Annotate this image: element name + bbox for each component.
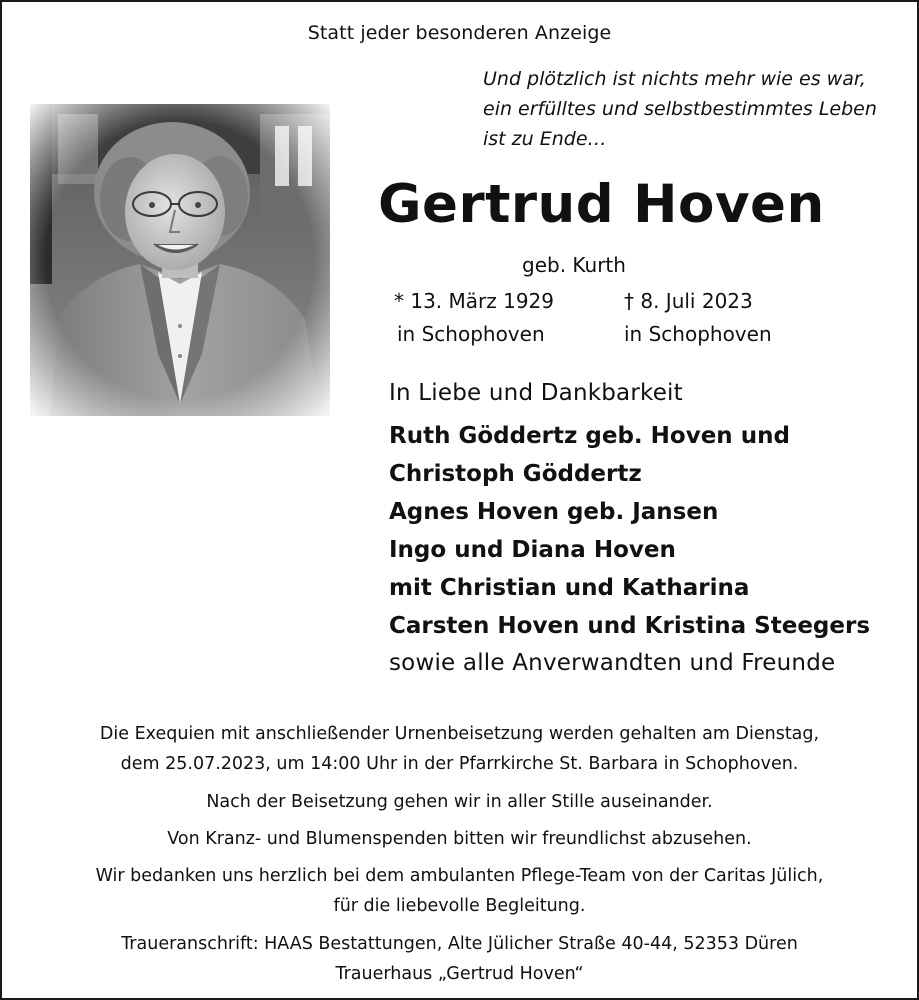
mourner-line: mit Christian und Katharina — [389, 575, 750, 601]
poem-line: ein erfülltes und selbstbestimmtes Leben — [483, 98, 877, 120]
portrait-image — [30, 104, 330, 416]
funeral-notice — [2, 719, 917, 779]
silence-notice — [2, 787, 917, 817]
death-place: in Schophoven — [624, 322, 772, 346]
deceased-name: Gertrud Hoven — [378, 174, 825, 235]
mourner-line: Christoph Göddertz — [389, 461, 642, 487]
notice-line: Die Exequien mit anschließender Urnenbeisetzung werden gehalten am Dienstag, — [99, 724, 820, 744]
birth-date: * 13. März 1929 — [394, 289, 555, 313]
mourners-block — [389, 377, 870, 681]
maiden-name: geb. Kurth — [522, 253, 626, 277]
address-line: Traueranschrift: HAAS Bestattungen, Alte Jülicher Straße 40-44, 52353 Düren — [121, 934, 798, 954]
mourner-line: Agnes Hoven geb. Jansen — [389, 499, 719, 525]
birth-info — [394, 285, 554, 351]
portrait-photo — [30, 104, 330, 416]
address-line: Trauerhaus „Gertrud Hoven“ — [335, 964, 584, 984]
notice-line: Nach der Beisetzung gehen wir in aller Stille auseinander. — [206, 792, 713, 812]
notice-line: für die liebevolle Begleitung. — [333, 896, 586, 916]
donations-notice — [2, 824, 917, 854]
header-line: Statt jeder besonderen Anzeige — [307, 22, 612, 44]
dedication-line: In Liebe und Dankbarkeit — [389, 380, 683, 406]
notice-line: Wir bedanken uns herzlich bei dem ambulanten Pflege-Team von der Caritas Jülich, — [95, 866, 824, 886]
mourner-line: Ingo und Diana Hoven — [389, 537, 676, 563]
death-info — [624, 285, 772, 351]
notice-line: dem 25.07.2023, um 14:00 Uhr in der Pfarrkirche St. Barbara in Schophoven. — [120, 754, 799, 774]
address-notice — [2, 929, 917, 989]
poem-line: Und plötzlich ist nichts mehr wie es war, — [483, 68, 866, 90]
relatives-line: sowie alle Anverwandten und Freunde — [389, 650, 836, 676]
birth-place: in Schophoven — [397, 322, 545, 346]
thanks-notice — [2, 861, 917, 921]
death-date: † 8. Juli 2023 — [624, 289, 753, 313]
mourner-line: Ruth Göddertz geb. Hoven und — [389, 423, 790, 449]
poem — [483, 64, 877, 154]
notice-line: Von Kranz- und Blumenspenden bitten wir freundlichst abzusehen. — [167, 829, 752, 849]
mourner-line: Carsten Hoven und Kristina Steegers — [389, 613, 871, 639]
poem-line: ist zu Ende… — [483, 128, 607, 150]
